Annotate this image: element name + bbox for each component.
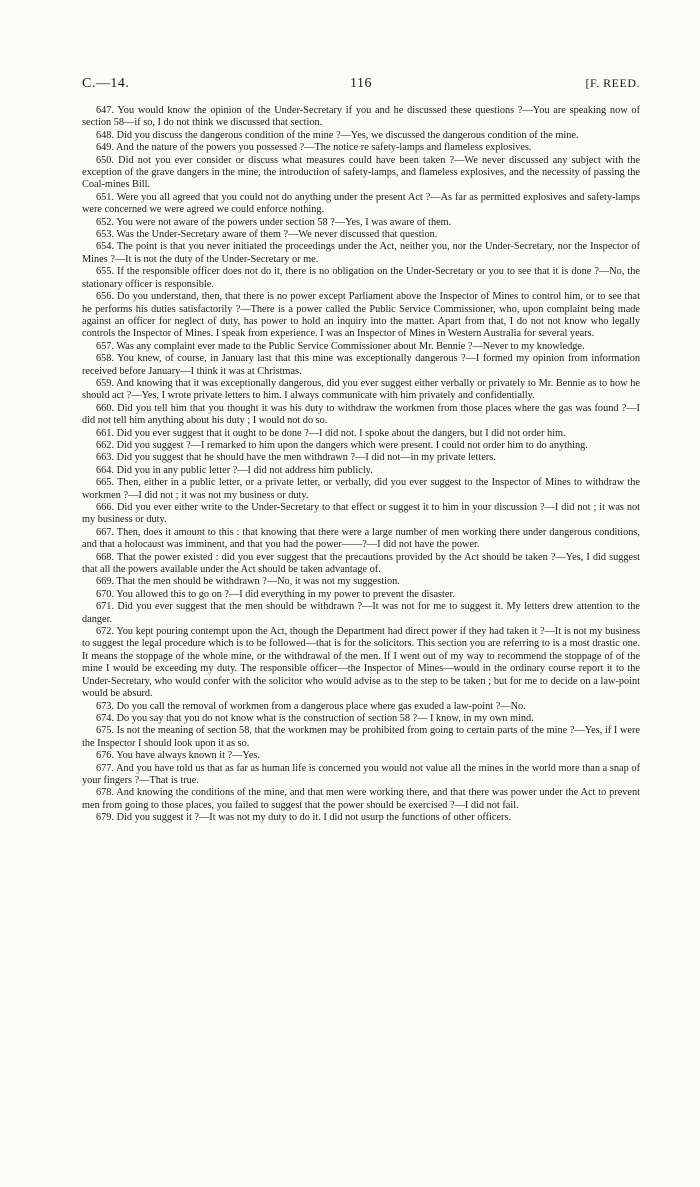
question-answer-paragraph: 658. You knew, of course, in January last that this mine was exceptionally dangerous ?—I formed my opinion from information received before January—I think it was at Christmas.	[82, 353, 640, 377]
question-answer-paragraph: 655. If the responsible officer does not do it, there is no obligation on the Under-Secretary or you to see that it is done ?—No, the stationary officer is responsible.	[82, 266, 640, 290]
question-answer-paragraph: 651. Were you all agreed that you could not do anything under the present Act ?—As far as permitted explosives and safety-lamps were concerned we were agreed we could enforce nothing.	[82, 191, 640, 216]
question-answer-paragraph: 659. And knowing that it was exceptionally dangerous, did you ever suggest either verbally or privately to Mr. Bennie as to how he should act ?—Yes, I wrote private letters to him. I always communicate with him privately and confidentially.	[82, 377, 640, 402]
question-answer-paragraph: 679. Did you suggest it ?—It was not my duty to do it. I did not usurp the functions of other officers.	[96, 812, 512, 824]
document-reference: C.—14.	[82, 76, 130, 91]
question-answer-paragraph: 663. Did you suggest that he should have the men withdrawn ?—I did not—in my private letters.	[96, 452, 496, 464]
question-answer-paragraph: 648. Did you discuss the dangerous condition of the mine ?—Yes, we discussed the dangerous condition of the mine.	[96, 129, 579, 141]
question-answer-paragraph: 666. Did you ever either write to the Under-Secretary to that effect or suggest it to him in your discussion ?—I did not ; it was not my business or duty.	[82, 502, 640, 526]
question-answer-paragraph: 677. And you have told us that as far as human life is concerned you would not value all the mines in the world more than a snap of your fingers ?—That is true.	[82, 762, 640, 786]
question-answer-paragraph: 661. Did you ever suggest that it ought to be done ?—I did not. I spoke about the dangers, but I did not order him.	[96, 427, 566, 439]
question-answer-paragraph: 672. You kept pouring contempt upon the Act, though the Department had direct power if they had taken it ?—It is not my business to suggest the legal procedure which is to be followed—that is for the solicitors. This section you are referring to is a most drastic one. It means the stoppage of the whole mine, or the withdrawal of the men. If I went out of my way to recommend the stoppage of of the mine I would be exceeding my duty. The responsible officer—the Inspector of Mines—would in the ordinary course report it to the Under-Secretary, who would confer with the solicitor who would advise as to the step to be taken ; but for me to decide on a law-point would be absurd.	[82, 626, 640, 700]
question-answer-paragraph: 678. And knowing the conditions of the mine, and that men were working there, and that there was power under the Act to prevent men from going to those places, you failed to suggest that the power should be exercised ?—I did not fail.	[82, 787, 640, 811]
question-answer-paragraph: 669. That the men should be withdrawn ?—No, it was not my suggestion.	[96, 576, 400, 588]
question-answer-paragraph: 673. Do you call the removal of workmen from a dangerous place where gas exuded a law-point ?—No.	[96, 700, 526, 712]
page-number: 116	[350, 76, 372, 91]
question-answer-paragraph: 652. You were not aware of the powers under section 58 ?—Yes, I was aware of them.	[96, 216, 452, 228]
question-answer-paragraph: 670. You allowed this to go on ?—I did everything in my power to prevent the disaster.	[96, 588, 455, 600]
question-answer-paragraph: 675. Is not the meaning of section 58, that the workmen may be prohibited from going to certain parts of the mine ?—Yes, if I were the Inspector I should look upon it as so.	[82, 725, 640, 749]
question-answer-paragraph: 649. And the nature of the powers you possessed ?—The notice re safety-lamps and flameless explosives.	[96, 142, 532, 154]
question-answer-paragraph: 662. Did you suggest ?—I remarked to him upon the dangers which were present. I could not order him to do anything.	[96, 439, 588, 451]
question-answer-paragraph: 650. Did not you ever consider or discuss what measures could have been taken ?—We never discussed any subject with the exception of the grave dangers in the mine, the introduction of safety-lamps, and flameless explosives, and the necessity of passing the Coal-mines Bill.	[82, 154, 640, 191]
question-answer-paragraph: 665. Then, either in a public letter, or a private letter, or verbally, did you ever suggest to the Inspector of Mines to withdraw the workmen ?—I did not ; it was not my business or duty.	[82, 477, 640, 501]
question-answer-paragraph: 653. Was the Under-Secretary aware of them ?—We never discussed that question.	[96, 229, 438, 241]
page-header	[82, 76, 640, 96]
question-answer-paragraph: 657. Was any complaint ever made to the Public Service Commissioner about Mr. Bennie ?—Never to my knowledge.	[96, 340, 585, 352]
question-answer-paragraph: 667. Then, does it amount to this : that knowing that there were a large number of men working there under dangerous conditions, and that a holocaust was imminent, and that you had the power——?—I did not have the power.	[82, 526, 640, 551]
question-answer-paragraph: 674. Do you say that you do not know what is the construction of section 58 ?— I know, in my own mind.	[96, 712, 534, 724]
question-answer-paragraph: 671. Did you ever suggest that the men should be withdrawn ?—It was not for me to suggest it. My letters drew attention to the danger.	[82, 601, 640, 625]
testimony-text	[82, 105, 640, 825]
question-answer-paragraph: 668. That the power existed : did you ever suggest that the precautions provided by the Act should be taken ?—Yes, I did suggest that all the powers available under the Act should be taken advantage of.	[82, 551, 640, 576]
question-answer-paragraph: 676. You have always known it ?—Yes.	[96, 750, 260, 762]
question-answer-paragraph: 656. Do you understand, then, that there is no power except Parliament above the Inspector of Mines to control him, or to see that he performs his duties satisfactorily ?—There is a power called the Public Service Commissioner, who, upon complaint being made against an officer for neglect of duty, has power to hold an inquiry into the matter. Apart from that, I do not not know who legally controls the Inspector of Mines. I speak from experience. I was an Inspector of Mines in Western Australia for several years.	[82, 291, 640, 340]
question-answer-paragraph: 654. The point is that you never initiated the proceedings under the Act, neither you, nor the Under-Secretary, nor the Inspector of Mines ?—It is not the duty of the Under-Secretary or me.	[82, 241, 640, 265]
question-answer-paragraph: 647. You would know the opinion of the Under-Secretary if you and he discussed these questions ?—You are speaking now of section 58—if so, I do not think we discussed that section.	[82, 105, 640, 129]
question-answer-paragraph: 664. Did you in any public letter ?—I did not address him publicly.	[96, 464, 373, 476]
question-answer-paragraph: 660. Did you tell him that you thought it was his duty to withdraw the workmen from those places where the gas was found ?—I did not tell him anything about his duty ; I would not do so.	[82, 402, 640, 427]
witness-name: [F. REED.	[585, 76, 640, 90]
